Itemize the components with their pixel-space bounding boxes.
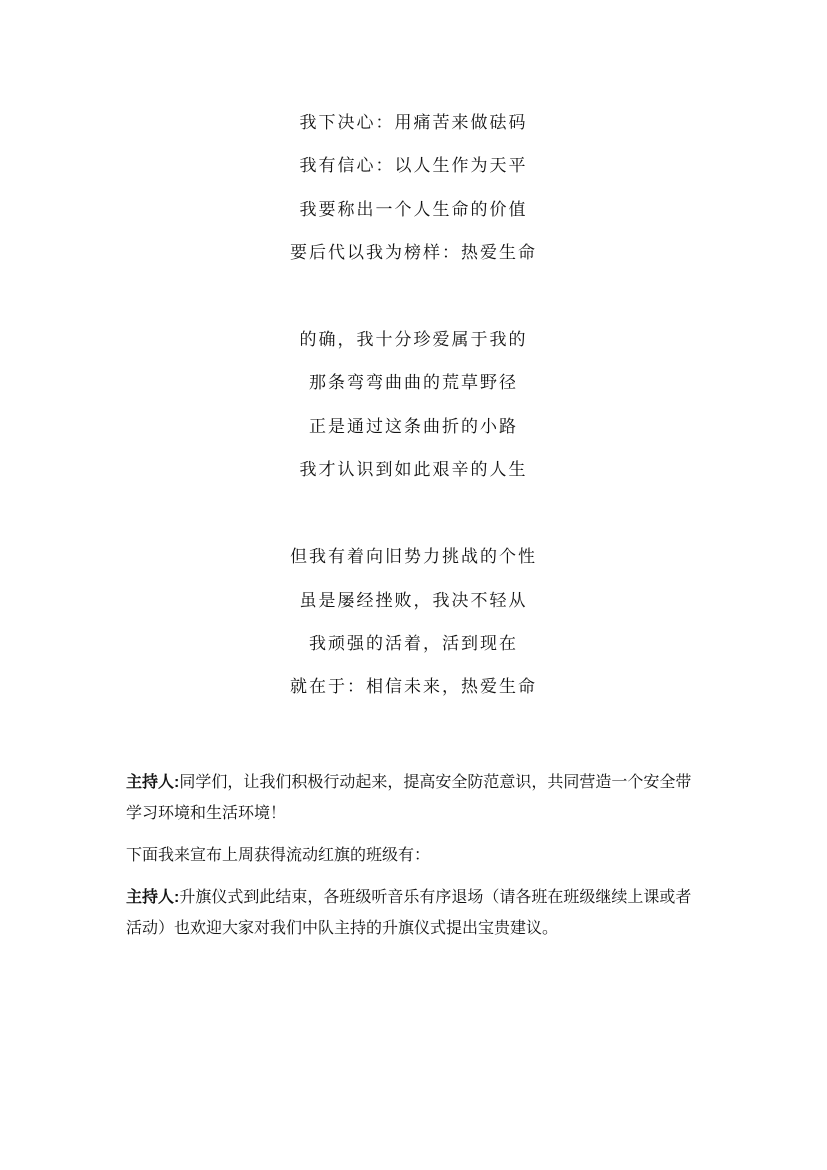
- host-paragraph-3: [126, 882, 706, 944]
- poem-line: 我才认识到如此艰辛的人生: [299, 460, 528, 481]
- poem-line: 我要称出一个人生命的价值: [299, 199, 528, 220]
- poem-stanza-1: [0, 106, 827, 279]
- paragraph-text: 同学们，让我们积极行动起来，提高安全防范意识，共同营造一个安全带学习环境和生活环境！: [126, 774, 692, 822]
- host-remarks: [126, 767, 706, 955]
- poem-stanza-2: [0, 323, 827, 496]
- poem-line: 要后代以我为榜样：热爱生命: [290, 242, 537, 263]
- poem-line: 我下决心：用痛苦来做砝码: [299, 113, 528, 133]
- host-paragraph-1: [126, 767, 706, 829]
- poem-line: 那条弯弯曲曲的荒草野径: [309, 373, 518, 394]
- host-paragraph-2: [126, 840, 706, 871]
- poem-stanza-3: [0, 540, 827, 713]
- poem-line: 但我有着向旧势力挑战的个性: [290, 547, 537, 568]
- poem-line: 就在于：相信未来，热爱生命: [290, 677, 537, 698]
- poem-line: 虽是屡经挫败，我决不轻从: [299, 590, 528, 611]
- poem-line: 我有信心：以人生作为天平: [299, 156, 528, 177]
- poem: [0, 106, 827, 714]
- poem-line: 正是通过这条曲折的小路: [309, 416, 518, 437]
- poem-line: 我顽强的活着，活到现在: [309, 633, 518, 654]
- speaker-label: 主持人:: [126, 774, 180, 791]
- paragraph-text: 下面我来宣布上周获得流动红旗的班级有：: [126, 847, 431, 864]
- paragraph-text: 升旗仪式到此结束，各班级听音乐有序退场（请各班在班级继续上课或者活动）也欢迎大家对我们中队主持的升旗仪式提出宝贵建议。: [126, 889, 692, 937]
- speaker-label: 主持人:: [126, 889, 180, 906]
- poem-line: 的确，我十分珍爱属于我的: [299, 330, 528, 351]
